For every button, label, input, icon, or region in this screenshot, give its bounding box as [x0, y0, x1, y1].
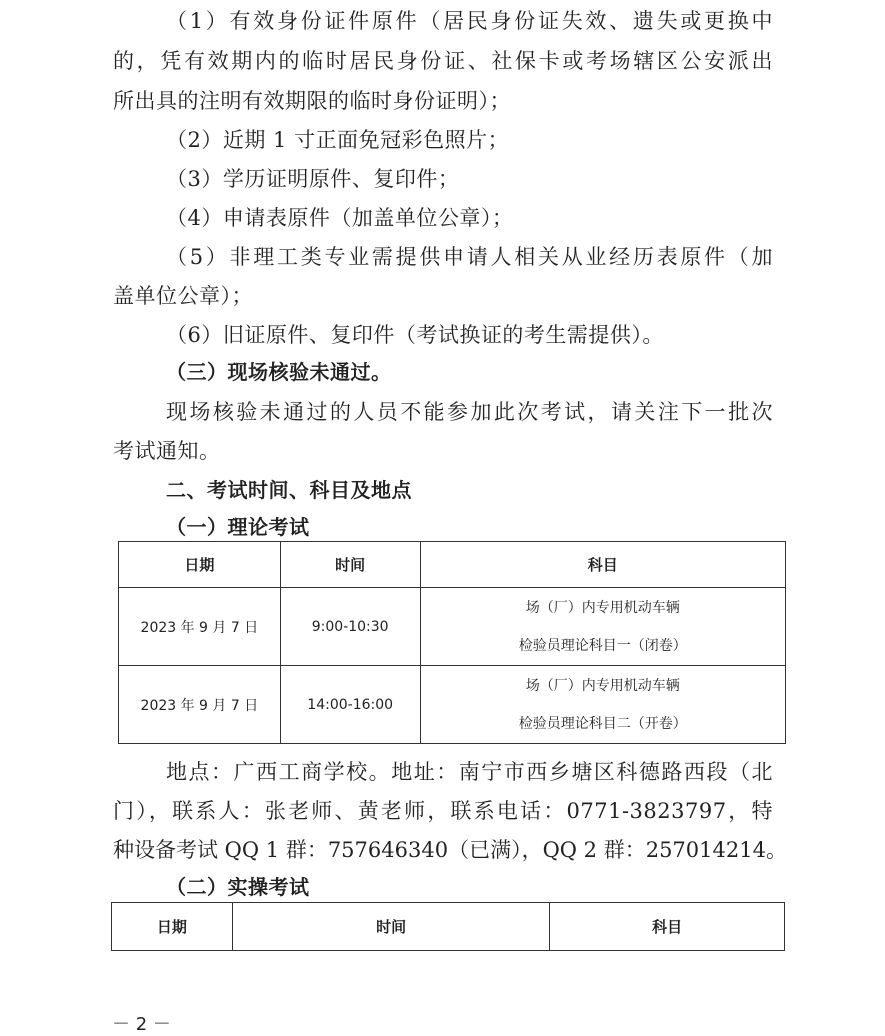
- theory-exam-heading: （一）理论考试: [166, 515, 310, 539]
- practical-exam-heading: （二）实操考试: [166, 875, 310, 899]
- item-1-line-2: 的，凭有效期内的临时居民身份证、社保卡或考场辖区公安派出: [113, 49, 773, 73]
- table-cell-date: 2023 年 9 月 7 日: [119, 588, 281, 666]
- table-header-date: 日期: [112, 903, 233, 951]
- table-cell-time: 14:00-16:00: [280, 666, 420, 744]
- item-5-line-1: （5）非理工类专业需提供申请人相关从业经历表原件（加: [166, 245, 773, 269]
- section-3-heading: （三）现场核验未通过。: [166, 360, 392, 384]
- item-1-line-3: 所出具的注明有效期限的临时身份证明）；: [113, 89, 511, 113]
- theory-exam-table: [118, 541, 786, 744]
- table-cell-time: 9:00-10:30: [280, 588, 420, 666]
- section-3-text-line-2: 考试通知。: [113, 439, 221, 463]
- item-4: （4）申请表原件（加盖单位公章）；: [166, 206, 514, 230]
- item-3: （3）学历证明原件、复印件；: [166, 167, 460, 191]
- table-header-time: 时间: [232, 903, 550, 951]
- location-line-3: 种设备考试 QQ 1 群：757646340（已满），QQ 2 群：257014214。: [113, 838, 787, 862]
- table-row: [119, 588, 786, 666]
- table-header-subject: 科目: [550, 903, 785, 951]
- section-3-text-line-1: 现场核验未通过的人员不能参加此次考试，请关注下一批次: [166, 400, 773, 424]
- item-1-line-1: （1）有效身份证件原件（居民身份证失效、遗失或更换中: [166, 9, 773, 33]
- section-two-heading: 二、考试时间、科目及地点: [166, 478, 412, 502]
- subject-line-1: 场（厂）内专用机动车辆: [525, 599, 680, 616]
- location-line-1: 地点：广西工商学校。地址：南宁市西乡塘区科德路西段（北: [166, 760, 773, 784]
- table-header-time: 时间: [280, 542, 420, 588]
- table-cell-date: 2023 年 9 月 7 日: [119, 666, 281, 744]
- subject-line-2: 检验员理论科目一（闭卷）: [518, 637, 687, 654]
- table-cell-subject: [420, 666, 785, 744]
- item-6: （6）旧证原件、复印件（考试换证的考生需提供）。: [166, 323, 664, 347]
- item-5-line-2: 盖单位公章）；: [113, 284, 253, 308]
- subject-line-1: 场（厂）内专用机动车辆: [525, 677, 680, 694]
- table-row: [119, 666, 786, 744]
- item-2: （2）近期 1 寸正面免冠彩色照片；: [166, 128, 510, 152]
- subject-line-2: 检验员理论科目二（开卷）: [518, 715, 687, 732]
- location-line-2: 门），联系人：张老师、黄老师，联系电话：0771-3823797，特: [113, 799, 773, 823]
- table-header-date: 日期: [119, 542, 281, 588]
- table-header-subject: 科目: [420, 542, 785, 588]
- table-cell-subject: [420, 588, 785, 666]
- page-number: － 2 －: [112, 1014, 171, 1035]
- practical-exam-table: [111, 902, 785, 951]
